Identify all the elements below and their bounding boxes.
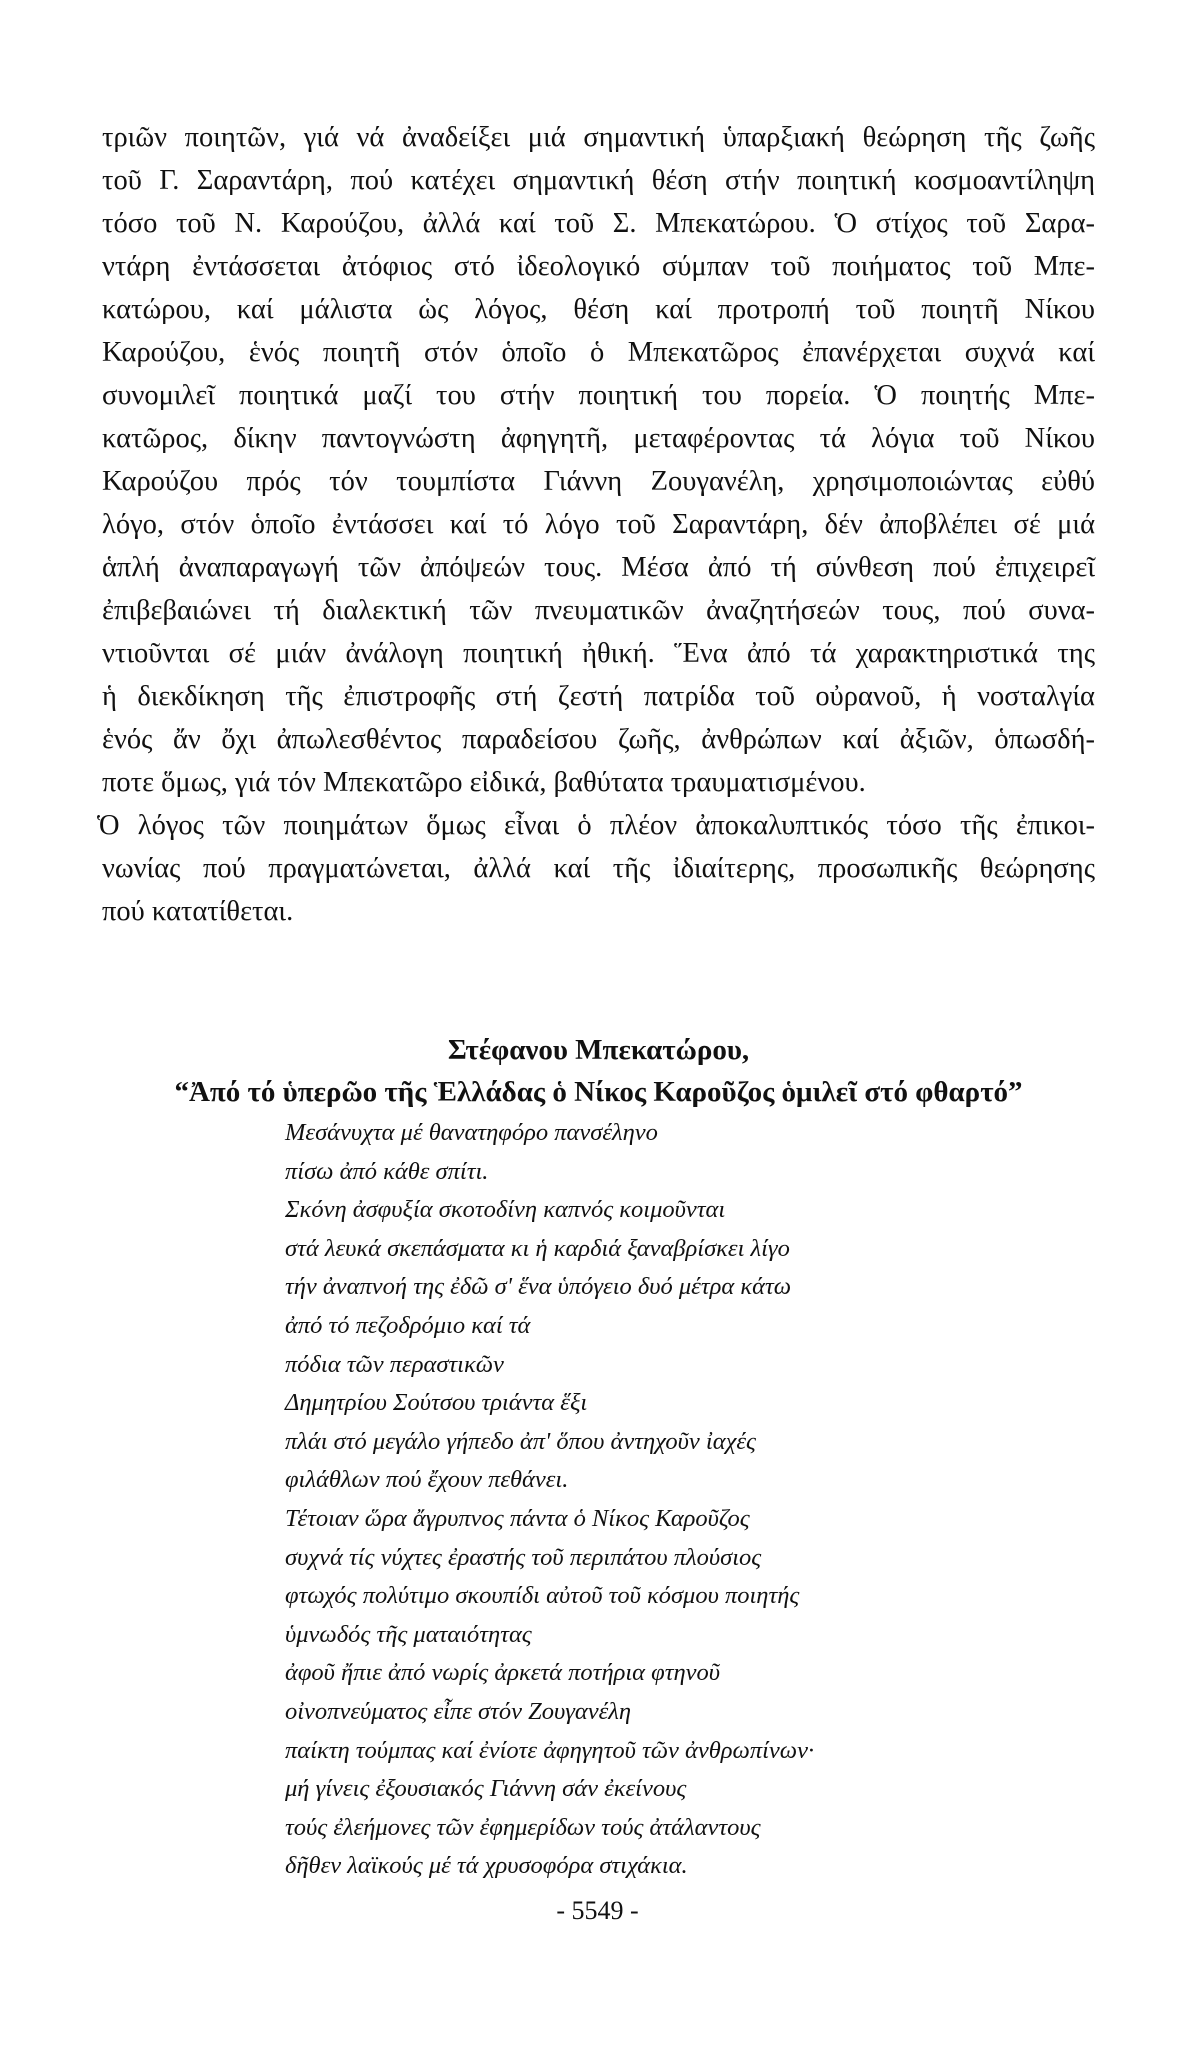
poem-title: “Ἀπό τό ὑπερῶο τῆς Ἑλλάδας ὁ Νίκος Καροῦζος ὁμιλεῖ στό φθαρτό” xyxy=(174,1076,1023,1108)
poem-line: Σκόνη ἀσφυξία σκοτοδίνη καπνός κοιμοῦνται xyxy=(285,1196,726,1224)
body-line: τοῦ Γ. Σαραντάρη, πού κατέχει σημαντική θέση στήν ποιητική κοσμοαντίληψη xyxy=(102,165,1095,196)
poem-line: ἀφοῦ ἤπιε ἀπό νωρίς ἀρκετά ποτήρια φτηνοῦ xyxy=(285,1659,720,1687)
body-line: Καρούζου, ἑνός ποιητῆ στόν ὁποῖο ὁ Μπεκατῶρος ἐπανέρχεται συχνά καί xyxy=(102,337,1095,368)
body-line: συνομιλεῖ ποιητικά μαζί του στήν ποιητική του πορεία. Ὁ ποιητής Μπε- xyxy=(102,380,1095,411)
poem-author: Στέφανου Μπεκατώρου, xyxy=(447,1034,750,1066)
body-line: νωνίας πού πραγματώνεται, ἀλλά καί τῆς ἰδιαίτερης, προσωπικῆς θεώρησης xyxy=(102,853,1095,884)
body-line: ἑνός ἄν ὄχι ἀπωλεσθέντος παραδείσου ζωῆς, ἀνθρώπων καί ἀξιῶν, ὁπωσδή- xyxy=(102,724,1095,755)
body-line: ντάρη ἐντάσσεται ἀτόφιος στό ἰδεολογικό σύμπαν τοῦ ποιήματος τοῦ Μπε- xyxy=(102,251,1095,282)
poem-line: Δημητρίου Σούτσου τριάντα ἕξι xyxy=(285,1389,588,1417)
poem-line: συχνά τίς νύχτες ἐραστής τοῦ περιπάτου πλούσιος xyxy=(285,1543,762,1571)
poem-verses xyxy=(285,1114,1085,1886)
body-line: Ὁ λόγος τῶν ποιημάτων ὅμως εἶναι ὁ πλέον ἀποκαλυπτικός τόσο τῆς ἐπικοι- xyxy=(97,810,1095,841)
body-line: πού κατατίθεται. xyxy=(102,896,294,927)
poem-line: Μεσάνυχτα μέ θανατηφόρο πανσέληνο xyxy=(285,1119,658,1146)
poem-line: δῆθεν λαϊκούς μέ τά χρυσοφόρα στιχάκια. xyxy=(285,1852,688,1880)
body-line: κατῶρος, δίκην παντογνώστη ἀφηγητῆ, μεταφέροντας τά λόγια τοῦ Νίκου xyxy=(102,423,1095,454)
body-line: ἐπιβεβαιώνει τή διαλεκτική τῶν πνευματικῶν ἀναζητήσεών τους, πού συνα- xyxy=(102,595,1095,626)
poem-line: Τέτοιαν ὥρα ἄγρυπνος πάντα ὁ Νίκος Καροῦζος xyxy=(285,1504,750,1532)
poem-line: φτωχός πολύτιμο σκουπίδι αὐτοῦ τοῦ κόσμου ποιητής xyxy=(285,1582,800,1610)
body-line: Καρούζου πρός τόν τουμπίστα Γιάννη Ζουγανέλη, χρησιμοποιώντας εὐθύ xyxy=(102,466,1095,497)
poem-line: πόδια τῶν περαστικῶν xyxy=(285,1350,504,1378)
body-line: τριῶν ποιητῶν, γιά νά ἀναδείξει μιά σημαντική ὑπαρξιακή θεώρηση τῆς ζωῆς xyxy=(102,122,1095,153)
body-paragraphs xyxy=(97,116,1095,933)
poem-line: οἰνοπνεύματος εἶπε στόν Ζουγανέλη xyxy=(285,1697,632,1725)
poem-line: ἀπό τό πεζοδρόμιο καί τά xyxy=(285,1311,531,1339)
body-line: ποτε ὅμως, γιά τόν Μπεκατῶρο εἰδικά, βαθύτατα τραυματισμένου. xyxy=(102,767,866,798)
page-number: - 5549 - xyxy=(556,1896,639,1925)
body-line: ἁπλή ἀναπαραγωγή τῶν ἀπόψεών τους. Μέσα ἀπό τή σύνθεση πού ἐπιχειρεῖ xyxy=(102,552,1095,583)
poem-heading xyxy=(102,1029,1095,1113)
poem-line: πίσω ἀπό κάθε σπίτι. xyxy=(285,1157,489,1185)
body-line: ἡ διεκδίκηση τῆς ἐπιστροφῆς στή ζεστή πατρίδα τοῦ οὐρανοῦ, ἡ νοσταλγία xyxy=(102,681,1095,712)
poem-line: πλάι στό μεγάλο γήπεδο ἀπ' ὅπου ἀντηχοῦν ἰαχές xyxy=(285,1427,756,1455)
body-line: κατώρου, καί μάλιστα ὡς λόγος, θέση καί προτροπή τοῦ ποιητῆ Νίκου xyxy=(102,294,1095,325)
poem-line: στά λευκά σκεπάσματα κι ἡ καρδιά ξαναβρίσκει λίγο xyxy=(285,1234,790,1262)
poem-line: ὑμνωδός τῆς ματαιότητας xyxy=(285,1620,532,1648)
body-line: λόγο, στόν ὁποῖο ἐντάσσει καί τό λόγο τοῦ Σαραντάρη, δέν ἀποβλέπει σέ μιά xyxy=(102,509,1095,540)
body-line: ντιοῦνται σέ μιάν ἀνάλογη ποιητική ἠθική. Ἕνα ἀπό τά χαρακτηριστικά της xyxy=(102,638,1095,669)
poem-line: τούς ἐλεήμονες τῶν ἐφημερίδων τούς ἀτάλαντους xyxy=(285,1813,761,1841)
poem-line: μή γίνεις ἐξουσιακός Γιάννη σάν ἐκείνους xyxy=(285,1775,687,1803)
poem-line: τήν ἀναπνοή της ἐδῶ σ' ἕνα ὑπόγειο δυό μέτρα κάτω xyxy=(285,1273,792,1301)
poem-line: φιλάθλων πού ἔχουν πεθάνει. xyxy=(285,1466,569,1494)
poem-line: παίκτη τούμπας καί ἐνίοτε ἀφηγητοῦ τῶν ἀνθρωπίνων· xyxy=(285,1736,815,1764)
body-line: τόσο τοῦ Ν. Καρούζου, ἀλλά καί τοῦ Σ. Μπεκατώρου. Ὁ στίχος τοῦ Σαρα- xyxy=(102,208,1095,239)
